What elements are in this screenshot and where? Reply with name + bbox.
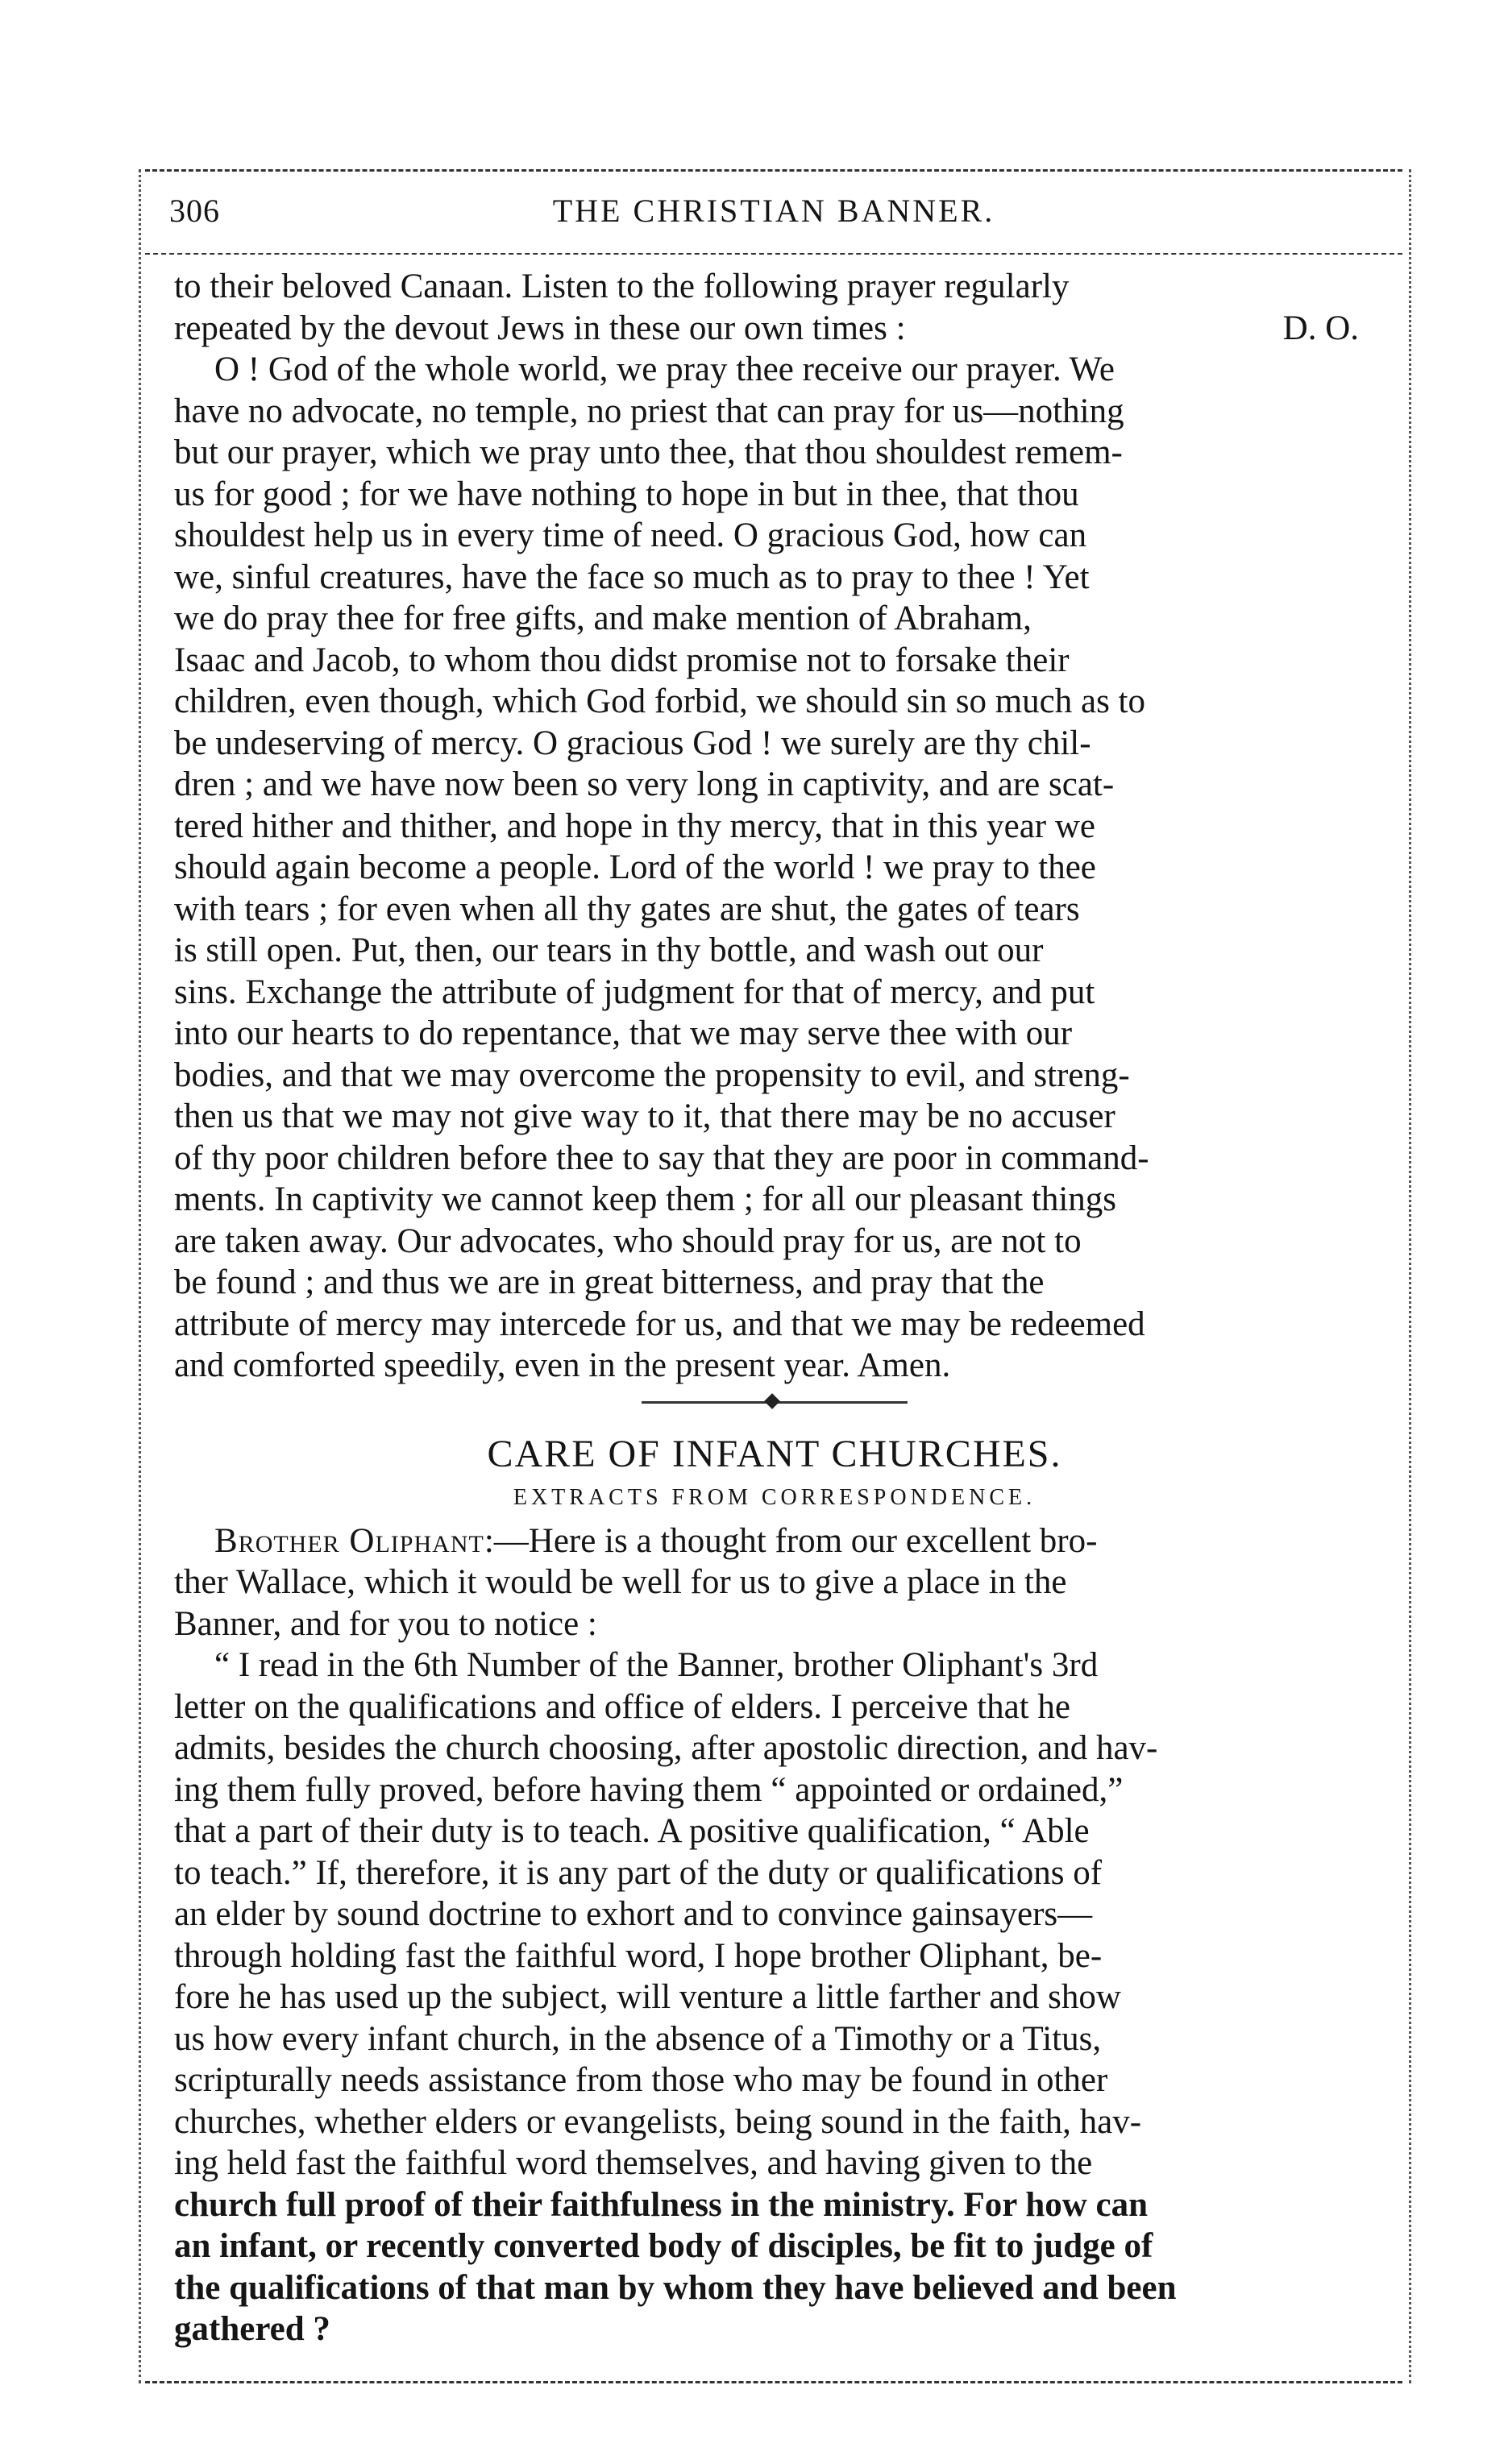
prayer-line: of thy poor children before thee to say that they are poor in command- bbox=[174, 1139, 1149, 1177]
quote-line: the qualifications of that man by whom they have believed and been bbox=[174, 2268, 1177, 2307]
separator-ornament bbox=[764, 1393, 780, 1409]
page bbox=[145, 169, 1402, 2385]
intro-line: to their beloved Canaan. Listen to the following prayer regularly bbox=[174, 268, 1070, 305]
prayer-line: are taken away. Our advocates, who should pray for us, are not to bbox=[174, 1222, 1082, 1260]
quote-line: an infant, or recently converted body of disciples, be fit to judge of bbox=[174, 2227, 1153, 2265]
quote-line: us how every infant church, in the absence of a Timothy or a Titus, bbox=[174, 2019, 1102, 2058]
prayer-line: Isaac and Jacob, to whom thou didst promise not to forsake their bbox=[174, 641, 1070, 679]
prayer-line: us for good ; for we have nothing to hope in but in thee, that thou bbox=[174, 475, 1079, 513]
prayer-line: then us that we may not give way to it, that there may be no accuser bbox=[174, 1097, 1115, 1135]
header-rule bbox=[145, 253, 1402, 255]
article-title: CARE OF INFANT CHURCHES. bbox=[487, 1432, 1062, 1475]
quote-line: churches, whether elders or evangelists, being sound in the faith, hav- bbox=[174, 2102, 1142, 2141]
salutation: Brother Oliphant bbox=[214, 1521, 484, 1560]
quote-line: “ I read in the 6th Number of the Banner, brother Oliphant's 3rd bbox=[214, 1646, 1099, 1684]
prayer-line: sins. Exchange the attribute of judgment for that of mercy, and put bbox=[174, 973, 1095, 1011]
prayer-line: have no advocate, no temple, no priest that can pray for us—nothing bbox=[174, 392, 1124, 430]
prayer-line: tered hither and thither, and hope in thy mercy, that in this year we bbox=[174, 807, 1095, 845]
prayer-line: should again become a people. Lord of the world ! we pray to thee bbox=[174, 848, 1096, 886]
running-title: THE CHRISTIAN BANNER. bbox=[552, 193, 995, 229]
page-body bbox=[174, 266, 1375, 2350]
prayer-line: dren ; and we have now been so very long in captivity, and are scat- bbox=[174, 765, 1115, 803]
quote-line: that a part of their duty is to teach. A positive qualification, “ Able bbox=[174, 1812, 1090, 1850]
letter-intro-line bbox=[174, 1520, 1375, 1562]
quote-line: letter on the qualifications and office of elders. I perceive that he bbox=[174, 1687, 1070, 1726]
prayer-line: be found ; and thus we are in great bitterness, and pray that the bbox=[174, 1263, 1045, 1301]
prayer-line: with tears ; for even when all thy gates are shut, the gates of tears bbox=[174, 890, 1080, 928]
right-border bbox=[1409, 169, 1411, 2383]
prayer-line: but our prayer, which we pray unto thee, that thou shouldest remem- bbox=[174, 433, 1123, 471]
prayer-line: into our hearts to do repentance, that we may serve thee with our bbox=[174, 1014, 1073, 1052]
left-border bbox=[139, 169, 141, 2383]
page-number: 306 bbox=[169, 193, 220, 229]
signature: D. O. bbox=[1282, 309, 1359, 347]
bottom-rule bbox=[145, 2381, 1402, 2383]
quote-line: ing them fully proved, before having them “ appointed or ordained,” bbox=[174, 1770, 1124, 1809]
prayer-line: attribute of mercy may intercede for us, and that we may be redeemed bbox=[174, 1305, 1145, 1343]
prayer-line: we, sinful creatures, have the face so much as to pray to thee ! Yet bbox=[174, 558, 1090, 596]
prayer-line: we do pray thee for free gifts, and make mention of Abraham, bbox=[174, 599, 1032, 637]
quote-line: scripturally needs assistance from those who may be found in other bbox=[174, 2061, 1108, 2099]
letter-intro-paragraph bbox=[174, 1520, 1375, 1645]
prayer-line: bodies, and that we may overcome the propensity to evil, and streng- bbox=[174, 1056, 1130, 1094]
prayer-line: shouldest help us in every time of need. O gracious God, how can bbox=[174, 516, 1087, 554]
prayer-line: be undeserving of mercy. O gracious God ! we surely are thy chil- bbox=[174, 724, 1091, 762]
intro-line-with-signature bbox=[174, 308, 1375, 350]
quote-line: through holding fast the faithful word, I hope brother Oliphant, be- bbox=[174, 1936, 1103, 1975]
quote-line: to teach.” If, therefore, it is any part of the duty or qualifications of bbox=[174, 1853, 1103, 1892]
quote-line: church full proof of their faithfulness in the ministry. For how can bbox=[174, 2185, 1149, 2224]
letter-intro-text: :—Here is a thought from our excellent bro- bbox=[484, 1521, 1098, 1560]
prayer-paragraph bbox=[174, 349, 1375, 1387]
quote-line: gathered ? bbox=[174, 2310, 330, 2348]
top-rule bbox=[145, 169, 1402, 172]
quote-line: an elder by sound doctrine to exhort and to convince gainsayers— bbox=[174, 1895, 1093, 1933]
intro-line: repeated by the devout Jews in these our own times : bbox=[174, 309, 906, 347]
section-separator bbox=[174, 1387, 1375, 1416]
running-header bbox=[169, 192, 1378, 240]
quote-line: fore he has used up the subject, will venture a little farther and show bbox=[174, 1978, 1121, 2016]
letter-intro-line: ther Wallace, which it would be well for us to give a place in the bbox=[174, 1563, 1067, 1601]
quoted-letter-paragraph bbox=[174, 1645, 1375, 2350]
prayer-line: children, even though, which God forbid, we should sin so much as to bbox=[174, 682, 1146, 720]
prayer-line: and comforted speedily, even in the present year. Amen. bbox=[174, 1346, 951, 1384]
letter-intro-line: Banner, and for you to notice : bbox=[174, 1604, 597, 1643]
prayer-line: ments. In captivity we cannot keep them ; for all our pleasant things bbox=[174, 1180, 1117, 1218]
article-subtitle: EXTRACTS FROM CORRESPONDENCE. bbox=[513, 1484, 1036, 1510]
quote-line: ing held fast the faithful word themselves, and having given to the bbox=[174, 2144, 1093, 2182]
prayer-line: is still open. Put, then, our tears in thy bottle, and wash out our bbox=[174, 931, 1044, 969]
prayer-line: O ! God of the whole world, we pray thee receive our prayer. We bbox=[214, 351, 1115, 388]
quote-line: admits, besides the church choosing, after apostolic direction, and hav- bbox=[174, 1729, 1158, 1767]
